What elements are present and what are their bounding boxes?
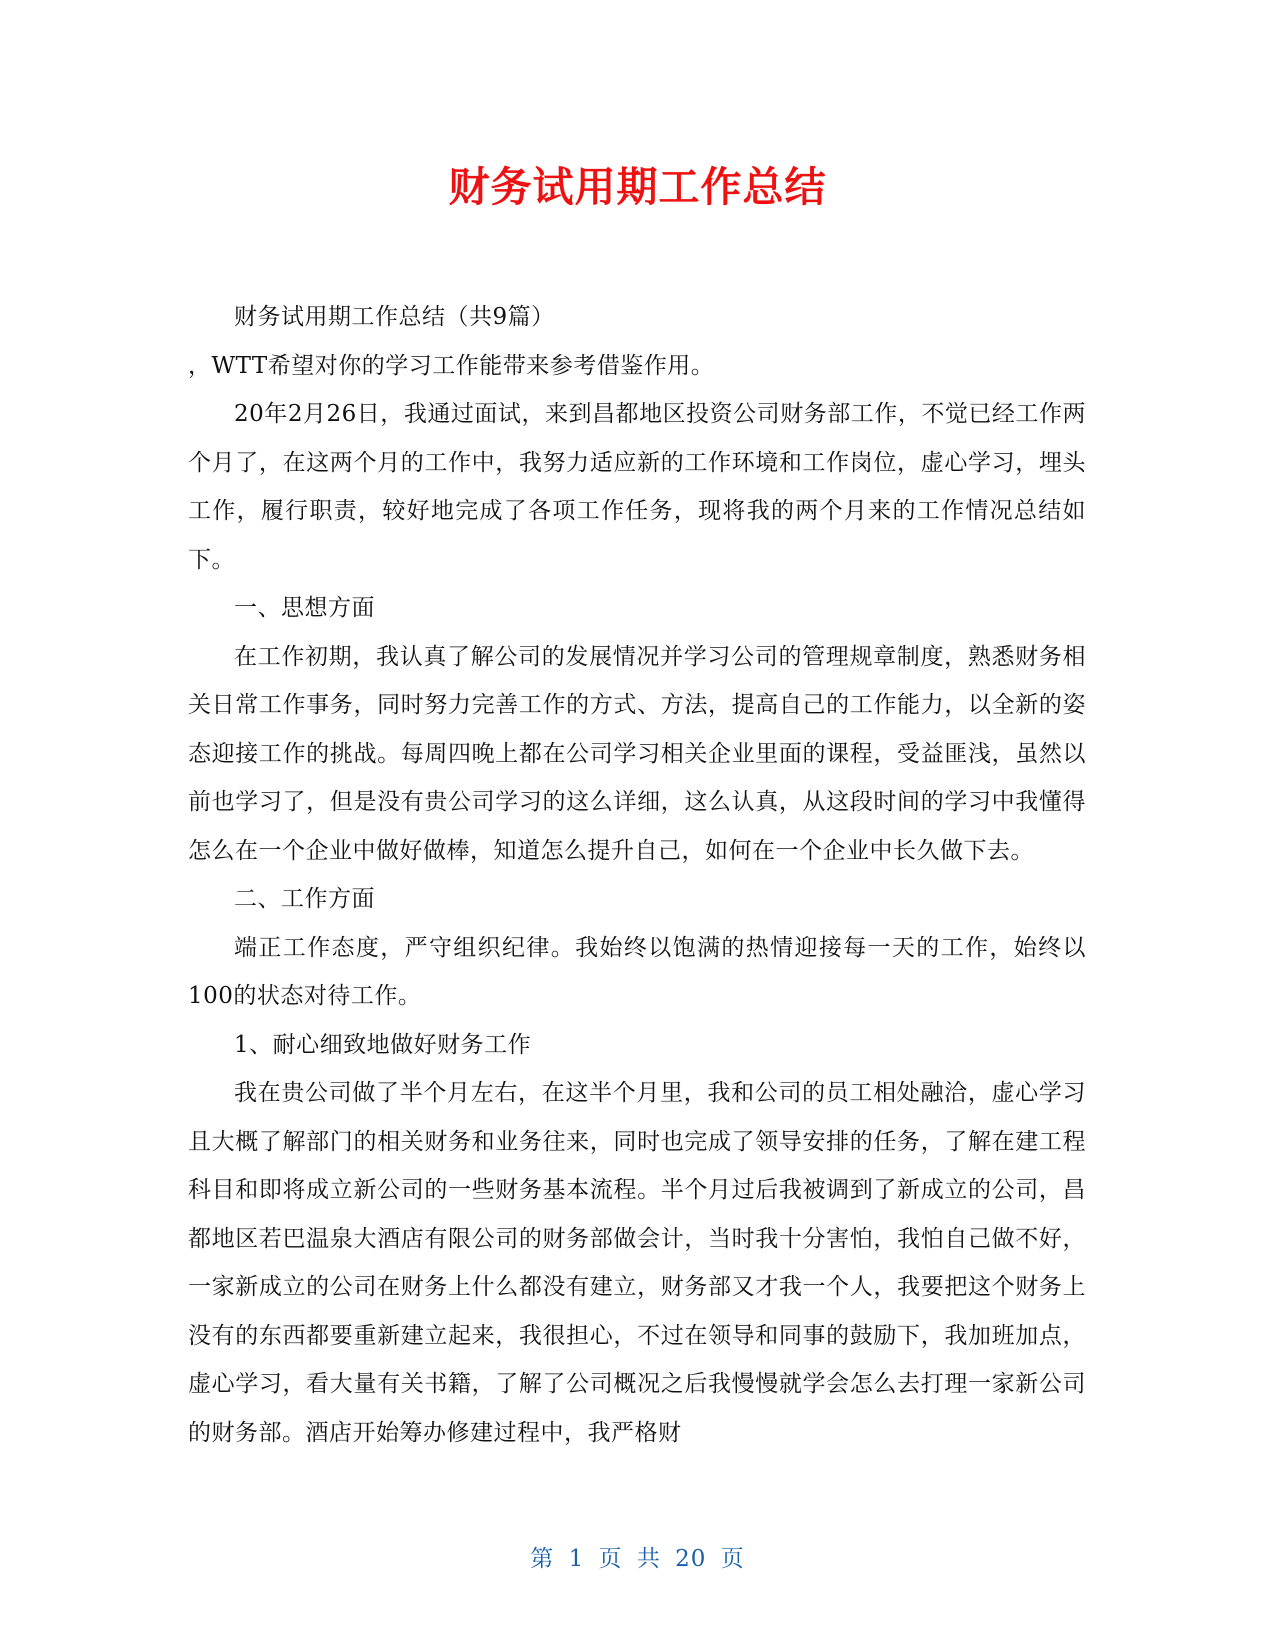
page-number-footer: 第 1 页 共 20 页 — [530, 1546, 745, 1572]
document-body — [188, 293, 1086, 1457]
paragraph-thought: 在工作初期，我认真了解公司的发展情况并学习公司的管理规章制度，熟悉财务相关日常工作事务，同时努力完善工作的方式、方法，提高自己的工作能力，以全新的姿态迎接工作的挑战。每周四晚上都在公司学习相关企业里面的课程，受益匪浅，虽然以前也学习了，但是没有贵公司学习的这么详细，这么认真，从这段时间的学习中我懂得怎么在一个企业中做好做棒，知道怎么提升自己，如何在一个企业中长久做下去。 — [188, 643, 1086, 864]
subsection-heading-finance: 1、耐心细致地做好财务工作 — [234, 1031, 532, 1058]
paragraph-finance-work: 我在贵公司做了半个月左右，在这半个月里，我和公司的员工相处融洽，虚心学习且大概了解部门的相关财务和业务往来，同时也完成了领导安排的任务，了解在建工程科目和即将成立新公司的一些财务基本流程。半个月过后我被调到了新成立的公司，昌都地区若巴温泉大酒店有限公司的财务部做会计，当时我十分害怕，我怕自己做不好，一家新成立的公司在财务上什么都没有建立，财务部又才我一个人，我要把这个财务上没有的东西都要重新建立起来，我很担心，不过在领导和同事的鼓励下，我加班加点，虚心学习，看大量有关书籍，了解了公司概况之后我慢慢就学会怎么去打理一家新公司的财务部。酒店开始筹办修建过程中，我严格财 — [188, 1080, 1086, 1446]
paragraph-opening: 20年2月26日，我通过面试，来到昌都地区投资公司财务部工作，不觉已经工作两个月了，在这两个月的工作中，我努力适应新的工作环境和工作岗位，虚心学习，埋头工作，履行职责，较好地完成了各项工作任务，现将我的两个月来的工作情况总结如下。 — [188, 401, 1086, 573]
paragraph-work-attitude: 端正工作态度，严守组织纪律。我始终以饱满的热情迎接每一天的工作，始终以100的状态对待工作。 — [188, 934, 1086, 1009]
document-title: 财务试用期工作总结 — [448, 163, 827, 211]
paragraph-subtitle: 财务试用期工作总结（共9篇） — [234, 304, 555, 330]
section-heading-work: 二、工作方面 — [234, 886, 375, 912]
paragraph-intro: ，WTT希望对你的学习工作能带来参考借鉴作用。 — [188, 352, 715, 379]
section-heading-thought: 一、思想方面 — [234, 595, 375, 621]
